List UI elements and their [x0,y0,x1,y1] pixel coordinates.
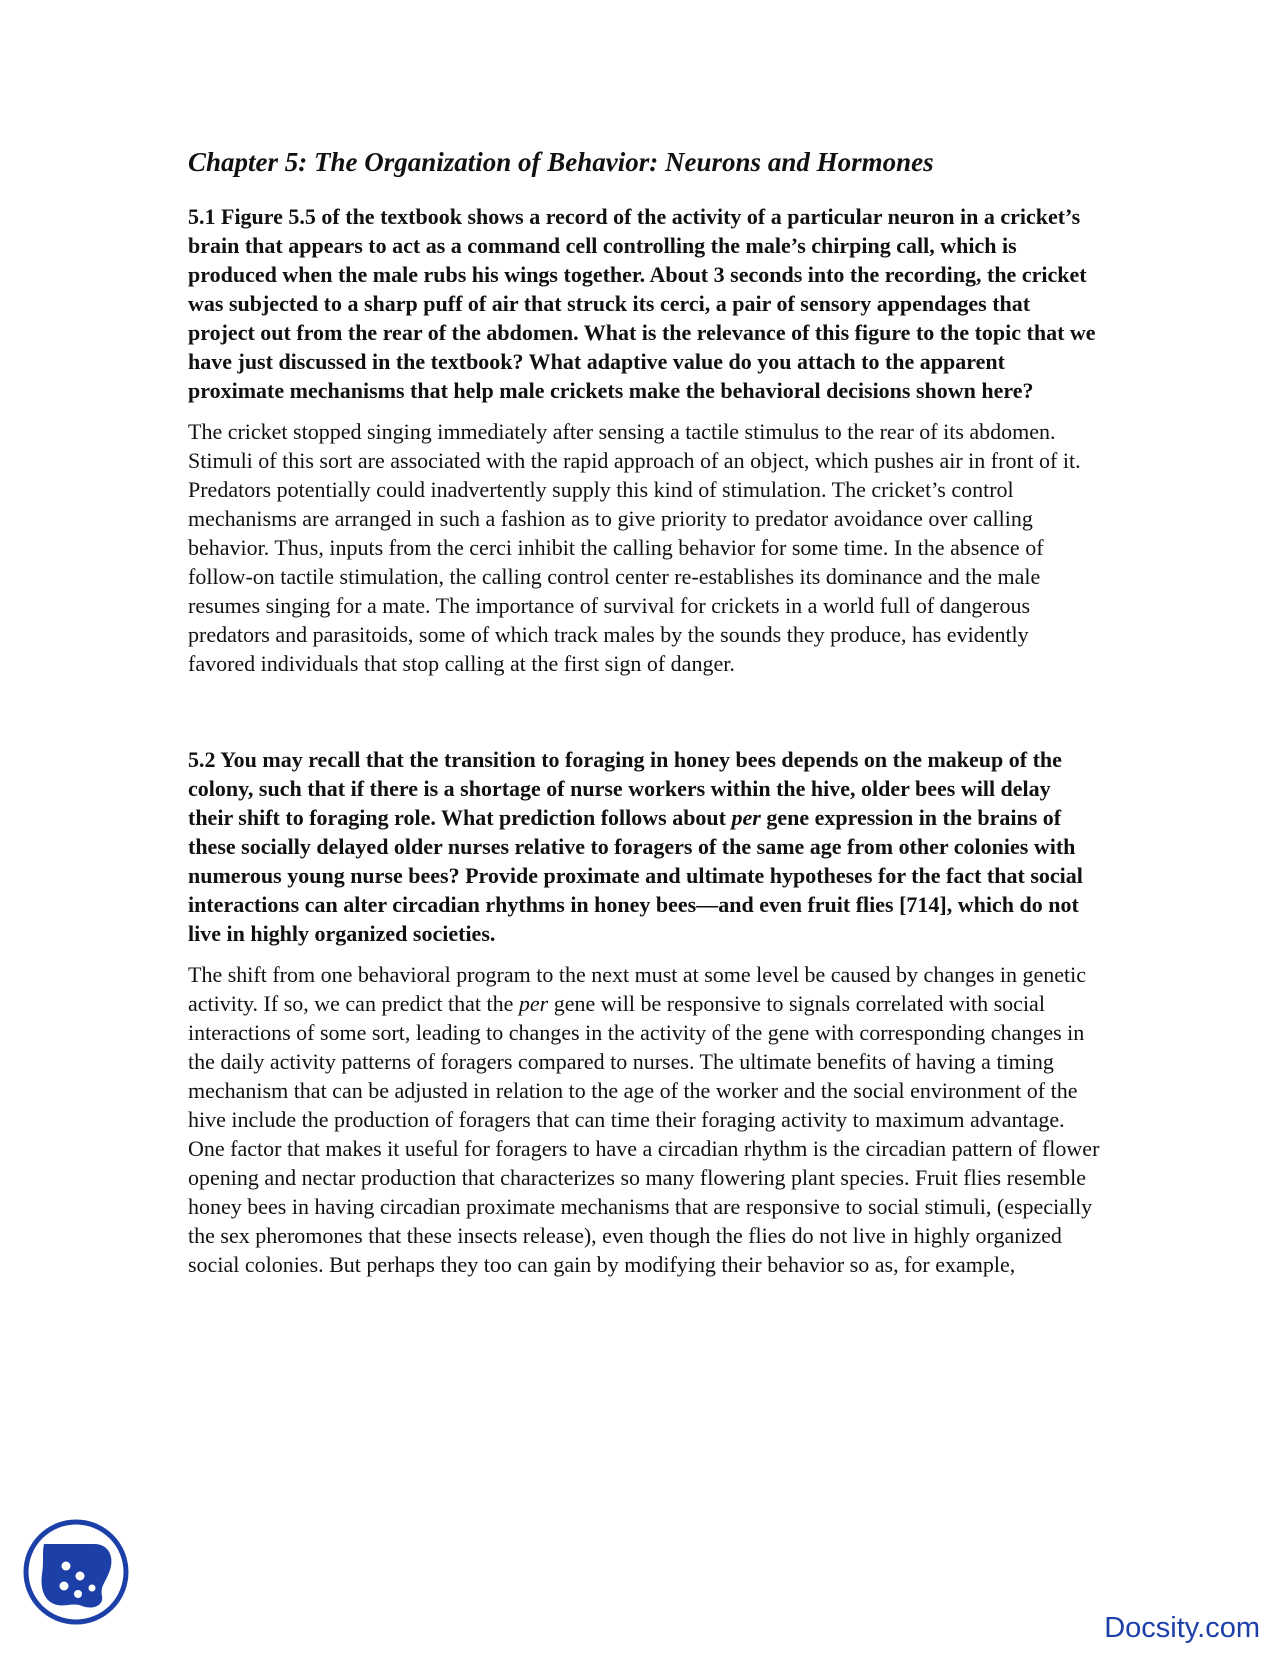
question-5-1: 5.1 Figure 5.5 of the textbook shows a record of the activity of a particular neuron in a cricket’s brain that appears to act as a command cell controlling the male’s chirping call, which is produced when the male rubs his wings together. About 3 seconds into the recording, the cricket was subjected to a sharp puff of air that struck its cerci, a pair of sensory appendages that project out from the rear of the abdomen. What is the relevance of this figure to the topic that we have just discussed in the textbook? What adaptive value do you attach to the apparent proximate mechanisms that help male crickets make the behavioral decisions shown here? [188,204,1096,404]
answer-5-2-text-start: The shift from one behavioral program to the next must at some level be caused by changes in genetic activity. If so, we can predict that the [188,962,1087,1017]
document-page [188,145,1100,1279]
per-gene-italic: per [518,991,549,1017]
docsity-logo-icon[interactable] [22,1518,130,1626]
chapter-title: Chapter 5: The Organization of Behavior: Neurons and Hormones [188,147,934,177]
answer-5-1: The cricket stopped singing immediately after sensing a tactile stimulus to the rear of its abdomen. Stimuli of this sort are associated with the rapid approach of an object, which pushes air in front of it. Predators potentially could inadvertently supply this kind of stimulation. The cricket’s control mechanisms are arranged in such a fashion as to give priority to predator avoidance over calling behavior. Thus, inputs from the cerci inhibit the calling behavior for some time. In the absence of follow-on tactile stimulation, the calling control center re-establishes its dominance and the male resumes singing for a mate. The importance of survival for crickets in a world full of dangerous predators and parasitoids, some of which track males by the sounds they produce, has evidently favored individuals that stop calling at the first sign of danger. [188,419,1081,677]
per-gene-italic: per [731,805,761,831]
answer-5-2-text-end: gene will be responsive to signals correlated with social interactions of some sort, leading to changes in the activity of the gene with corresponding changes in the daily activity patterns of foragers compared to nurses. The ultimate benefits of having a timing mechanism that can be adjusted in relation to the age of the worker and the social environment of the hive include the production of foragers that can time their foraging activity to maximum advantage. One factor that makes it useful for foragers to have a circadian rhythm is the circadian pattern of flower opening and nectar production that characterizes so many flowering plant species. Fruit flies resemble honey bees in having circadian proximate mechanisms that are responsive to social stimuli, (especially the sex pheromones that these insects release), even though the flies do not live in highly organized social colonies. But perhaps they too can gain by modifying their behavior so as, for example, [188,991,1100,1278]
question-5-2-text-end: gene expression in the brains of these socially delayed older nurses relative to foragers of the same age from other colonies with numerous young nurse bees? Provide proximate and ultimate hypotheses for the fact that social interactions can alter circadian rhythms in honey bees—and even fruit flies [714], which do not live in highly organized societies. [188,805,1083,947]
question-5-2 [188,745,1100,948]
answer-5-2 [188,960,1100,1279]
question-5-2-text-start: 5.2 You may recall that the transition to foraging in honey bees depends on the makeup of the colony, such that if there is a shortage of nurse workers within the hive, older bees will delay their shift to foraging role. What prediction follows about [188,747,1062,831]
docsity-brand-link[interactable]: Docsity.com [1104,1612,1260,1644]
